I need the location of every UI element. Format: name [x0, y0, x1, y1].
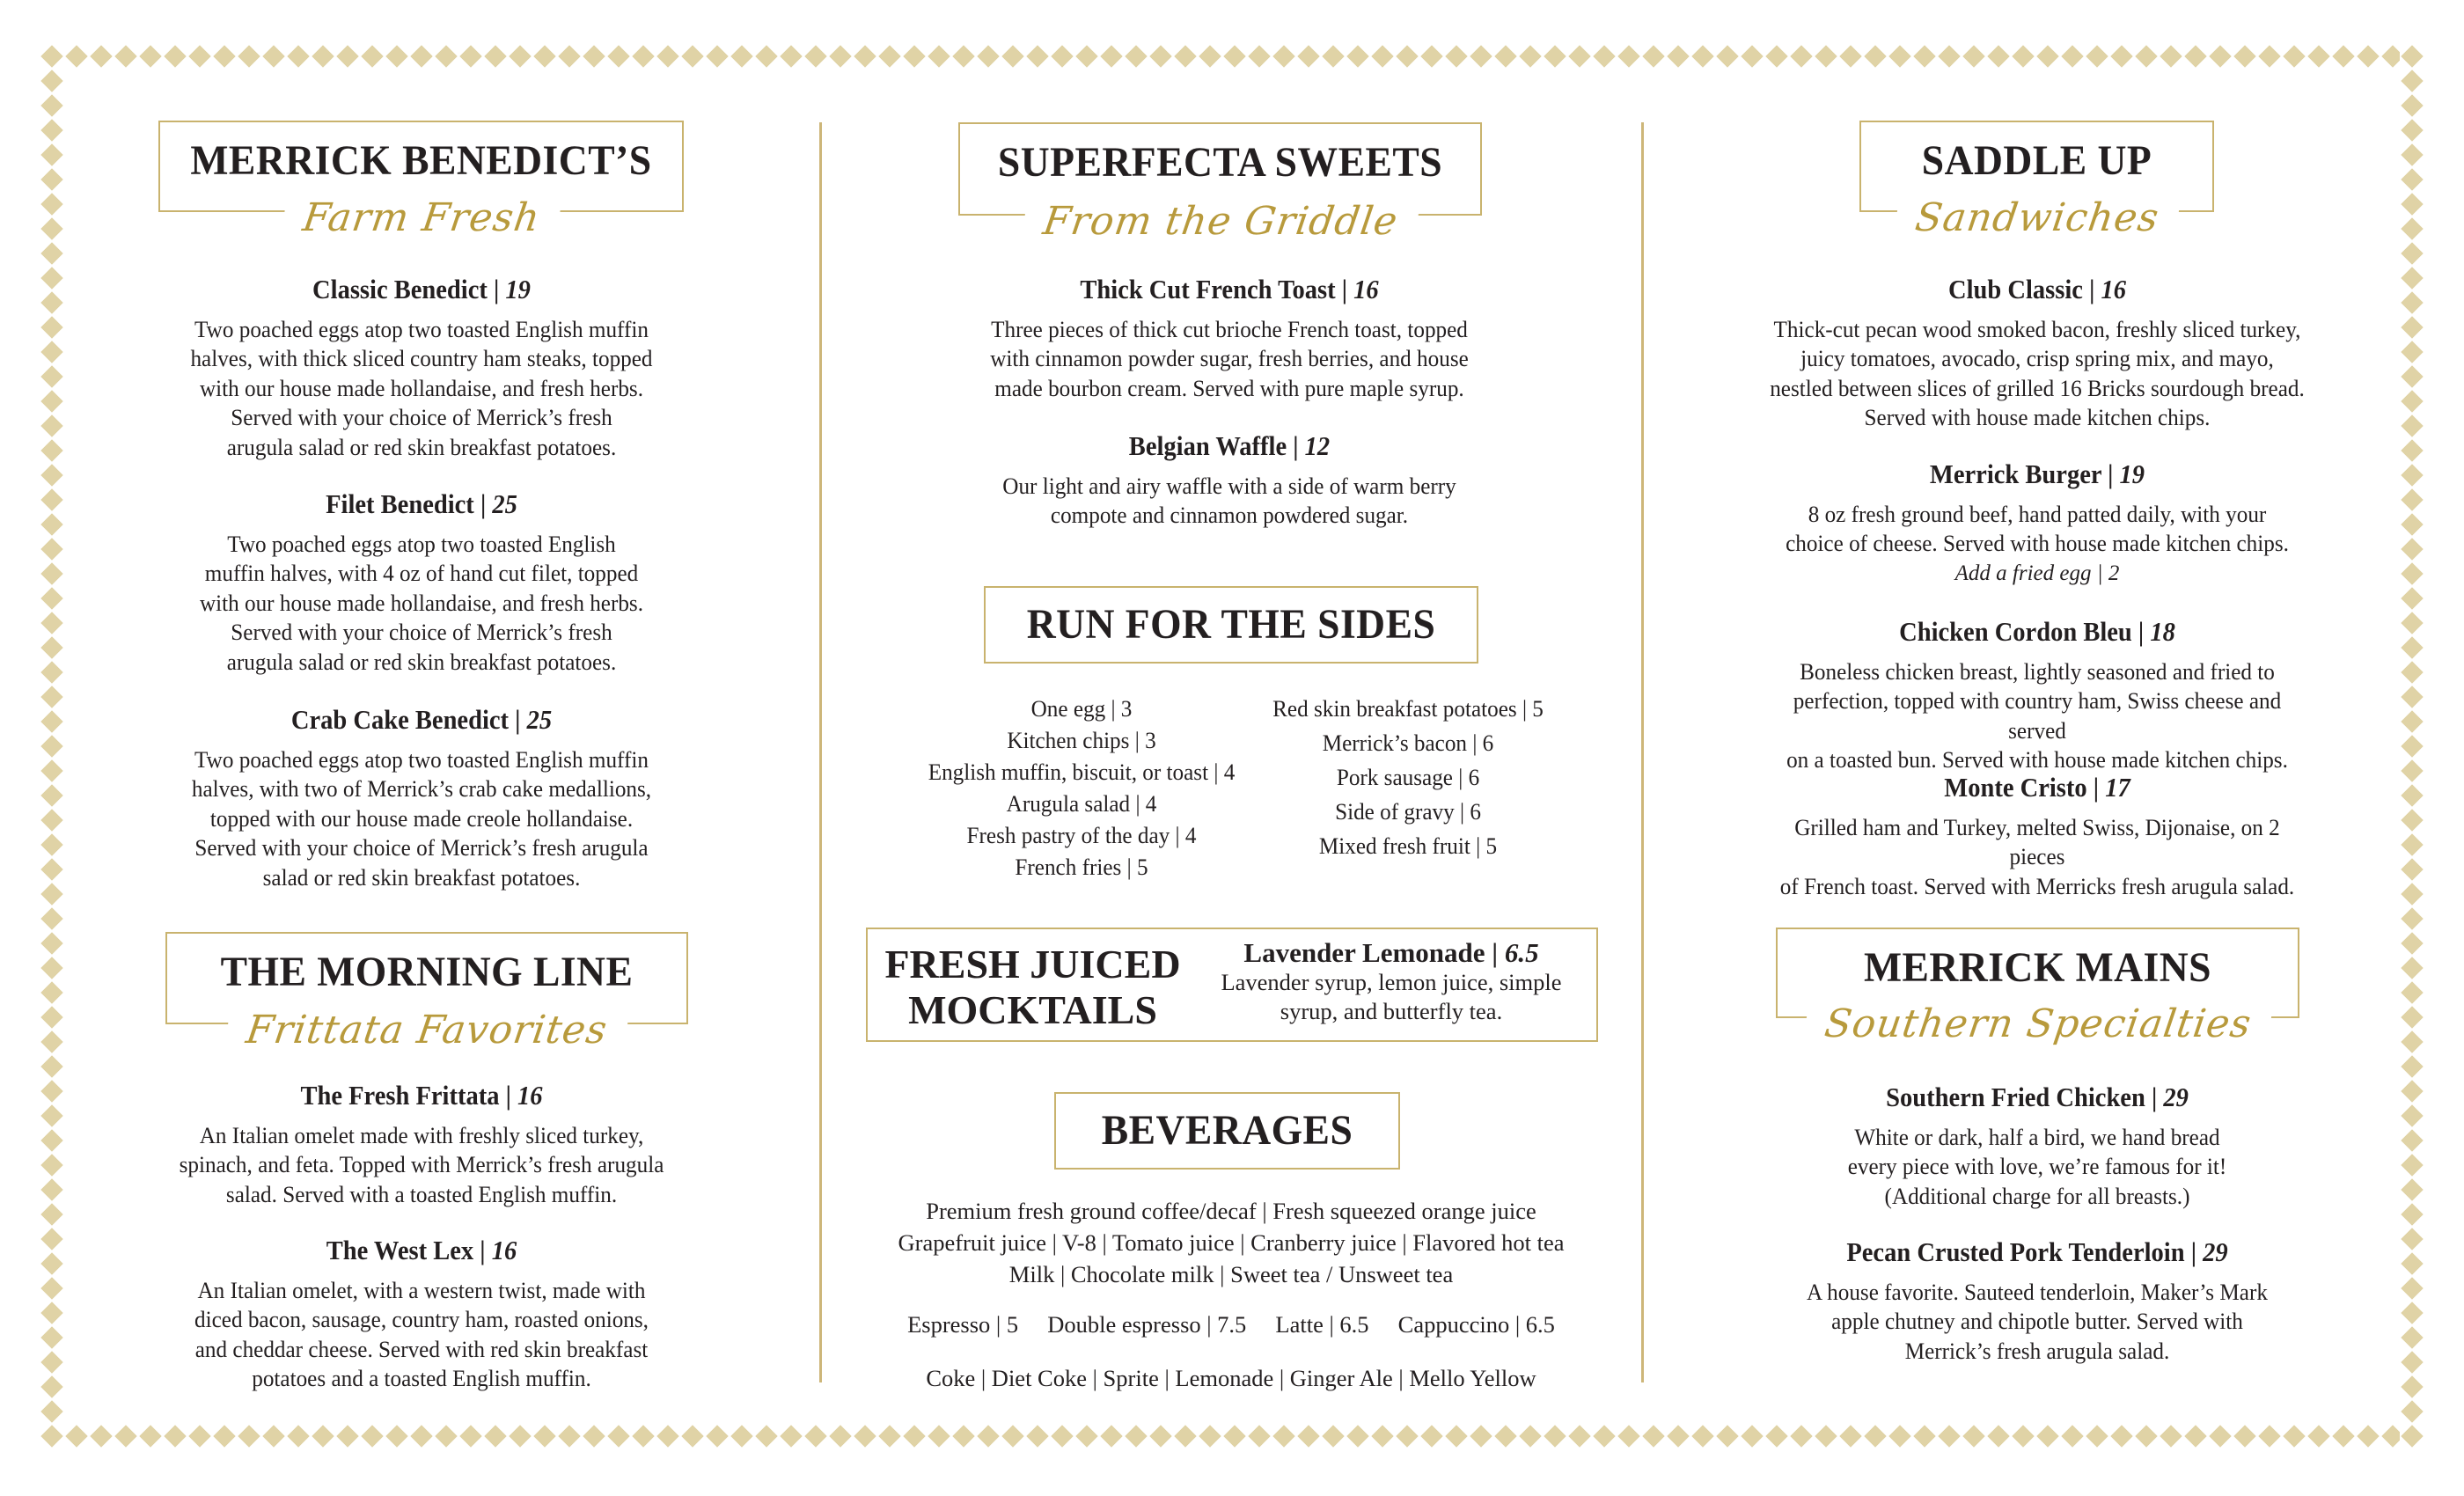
item-name: Monte Cristo	[1944, 772, 2087, 803]
menu-item: Club Classic | 16 Thick-cut pecan wood smoked bacon, freshly sliced turkey, juicy tomatoes, avocado, crisp spring mix, and mayo, nestled between slices of grilled 16 Bricks sourdough bread. Served with house made kitchen chips.	[1756, 275, 2319, 433]
border-bottom	[40, 1424, 2424, 1448]
menu-item: Crab Cake Benedict | 25 Two poached eggs atop two toasted English muffin halves, with two of Merrick’s crab cake medallions, topped with our house made creole hollandaise. Served with your choice of Merrick’s fresh arugula salad or red skin breakfast potatoes.	[140, 705, 703, 892]
border-right	[2400, 44, 2424, 1448]
menu-item: The Fresh Frittata | 16 An Italian omelet made with freshly sliced turkey, spinach, and feta. Topped with Merrick’s fresh arugula salad. Served with a toasted English muffin.	[140, 1081, 703, 1209]
section-subtitle: Frittata Favorites	[224, 1008, 630, 1052]
item-price: 16	[491, 1235, 517, 1265]
menu-item: Merrick Burger | 19 8 oz fresh ground beef, hand patted daily, with your choice of cheese. Served with house made kitchen chips. Add a fried egg | 2	[1756, 459, 2319, 588]
column-divider	[1641, 122, 1644, 1382]
item-price: 12	[1304, 430, 1331, 461]
side-item: French fries | 5	[1015, 854, 1148, 880]
item-price: 29	[2163, 1082, 2189, 1112]
side-item: Fresh pastry of the day | 4	[966, 822, 1197, 848]
beverage-list	[820, 1195, 1642, 1290]
item-price: 25	[492, 488, 517, 519]
item-name: Merrick Burger	[1929, 458, 2102, 489]
border-left	[40, 44, 64, 1448]
menu-item: Belgian Waffle | 12 Our light and airy waffle with a side of warm berry compote and cinnamon powdered sugar.	[948, 431, 1511, 531]
side-item: Red skin breakfast potatoes | 5	[1272, 695, 1544, 722]
section-subtitle: Sandwiches	[1893, 195, 2181, 240]
menu-item: Monte Cristo | 17 Grilled ham and Turkey, melted Swiss, Dijonaise, on 2 pieces of French toast. Served with Merricks fresh arugula salad.	[1756, 773, 2319, 901]
item-name: The West Lex	[326, 1235, 474, 1265]
item-description: An Italian omelet, with a western twist, made with diced bacon, sausage, country ham, roasted onions, and cheddar cheese. Served with red skin breakfast potatoes and a toasted English muffin.	[194, 1277, 649, 1392]
item-price: 16	[2101, 274, 2126, 304]
section-header-sweets	[958, 122, 1482, 244]
beverage-line: Milk | Chocolate milk | Sweet tea / Unsweet tea	[1008, 1261, 1454, 1287]
section-subtitle: From the Griddle	[1021, 199, 1420, 244]
item-price: 16	[517, 1080, 543, 1111]
side-item: Kitchen chips | 3	[1007, 727, 1156, 753]
item-price: 16	[1353, 274, 1379, 304]
item-name: Belgian Waffle	[1128, 430, 1287, 461]
section-mocktails	[866, 928, 1598, 1042]
item-price: 19	[2119, 458, 2145, 489]
item-name: Pecan Crusted Pork Tenderloin	[1846, 1236, 2185, 1267]
title-line: MOCKTAILS	[908, 987, 1157, 1032]
side-item: Merrick’s bacon | 6	[1322, 730, 1494, 756]
item-name: Thick Cut French Toast	[1080, 274, 1336, 304]
menu-item: Filet Benedict | 25 Two poached eggs atop two toasted English muffin halves, with 4 oz of hand cut filet, topped with our house made hollandaise, and fresh herbs. Served with your choice of Merrick’s fresh arugula salad or red skin breakfast potatoes.	[140, 489, 703, 677]
item-name: Lavender Lemonade	[1243, 937, 1485, 968]
section-subtitle: Farm Fresh	[280, 195, 561, 240]
item-description: Lavender syrup, lemon juice, simple syrup, and butterfly tea.	[1221, 969, 1562, 1024]
item-name: Filet Benedict	[326, 488, 474, 519]
section-title: MERRICK MAINS	[1863, 944, 2212, 991]
item-description: Boneless chicken breast, lightly seasoned and fried to perfection, topped with country ham, Swiss cheese and served on a toasted bun. Served with house made kitchen chips.	[1786, 658, 2288, 774]
item-description: Two poached eggs atop two toasted English muffin halves, with 4 oz of hand cut filet, topped with our house made hollandaise, and fresh herbs. Served with your choice of Merrick’s fresh arugula salad or red skin breakfast potatoes.	[199, 531, 644, 675]
column-divider	[819, 122, 822, 1382]
item-price: 25	[526, 704, 553, 735]
item-price: 17	[2105, 772, 2130, 803]
section-title: THE MORNING LINE	[220, 949, 634, 995]
item-description: 8 oz fresh ground beef, hand patted daily, with your choice of cheese. Served with house made kitchen chips.	[1786, 501, 2289, 557]
menu-item: Pecan Crusted Pork Tenderloin | 29 A house favorite. Sauteed tenderloin, Maker’s Mark apple chutney and chipotle butter. Served with Merrick’s fresh arugula salad.	[1756, 1237, 2319, 1366]
item-name: The Fresh Frittata	[300, 1080, 500, 1111]
item-price: 18	[2150, 616, 2175, 647]
section-title: SADDLE UP	[1921, 137, 2152, 184]
section-header-benedicts	[158, 121, 684, 240]
item-description: Three pieces of thick cut brioche French toast, topped with cinnamon powder sugar, fresh berries, and house made bourbon cream. Served with pure maple syrup.	[990, 316, 1469, 401]
item-name: Classic Benedict	[312, 274, 488, 304]
item-price: 19	[505, 274, 531, 304]
item-name: Crab Cake Benedict	[290, 704, 510, 735]
beverage-line: Grapefruit juice | V-8 | Tomato juice | Cranberry juice | Flavored hot tea	[898, 1229, 1565, 1256]
item-description: Thick-cut pecan wood smoked bacon, freshly sliced turkey, juicy tomatoes, avocado, crisp spring mix, and mayo, nestled between slices of grilled 16 Bricks sourdough bread. Served with house made kitchen chips.	[1770, 316, 2305, 431]
side-item: Side of gravy | 6	[1335, 798, 1481, 825]
menu-item: Southern Fried Chicken | 29 White or dark, half a bird, we hand bread every piece with love, we’re famous for it! (Additional charge for all breasts.)	[1756, 1082, 2319, 1211]
soda-line: Coke | Diet Coke | Sprite | Lemonade | Ginger Ale | Mello Yellow	[926, 1365, 1536, 1391]
item-name: Club Classic	[1948, 274, 2083, 304]
section-subtitle: Southern Specialties	[1802, 1001, 2273, 1046]
item-description: Grilled ham and Turkey, melted Swiss, Dijonaise, on 2 pieces of French toast. Served with Merricks fresh arugula salad.	[1779, 814, 2295, 899]
section-title: MERRICK BENEDICT’S	[190, 137, 652, 184]
section-title: BEVERAGES	[1101, 1107, 1353, 1154]
section-header-saddle-up	[1859, 121, 2214, 240]
sides-list-right	[1232, 692, 1584, 863]
side-item: One egg | 3	[1030, 695, 1133, 722]
item-description: Our light and airy waffle with a side of warm berry compote and cinnamon powdered sugar.	[1002, 473, 1456, 529]
item-description: A house favorite. Sauteed tenderloin, Maker’s Mark apple chutney and chipotle butter. Served with Merrick’s fresh arugula salad.	[1807, 1279, 2268, 1364]
section-title: SUPERFECTA SWEETS	[997, 139, 1443, 186]
section-header-sides	[984, 586, 1478, 664]
section-title	[876, 942, 1189, 1033]
side-item: Arugula salad | 4	[1006, 790, 1157, 817]
menu-item: The West Lex | 16 An Italian omelet, with a western twist, made with diced bacon, sausage, country ham, roasted onions, and cheddar cheese. Served with red skin breakfast potatoes and a toasted English muffin.	[140, 1236, 703, 1394]
item-description: White or dark, half a bird, we hand bread every piece with love, we’re famous for it! (Additional charge for all breasts.)	[1847, 1124, 2227, 1209]
section-header-mains	[1776, 928, 2299, 1046]
section-header-beverages	[1054, 1092, 1400, 1170]
item-price: 29	[2203, 1236, 2228, 1267]
border-top	[40, 44, 2424, 69]
espresso-line: Espresso | 5 Double espresso | 7.5 Latte | 6.5 Cappuccino | 6.5	[907, 1311, 1555, 1338]
beverage-line: Premium fresh ground coffee/decaf | Fresh squeezed orange juice	[926, 1198, 1536, 1224]
sides-list-left	[888, 693, 1275, 883]
item-name: Chicken Cordon Bleu	[1899, 616, 2132, 647]
menu-item: Chicken Cordon Bleu | 18 Boneless chicken breast, lightly seasoned and fried to perfection, topped with country ham, Swiss cheese and served on a toasted bun. Served with house made kitchen chips.	[1756, 617, 2319, 775]
item-addon: Add a fried egg | 2	[1954, 561, 2120, 585]
section-header-morning-line	[165, 932, 688, 1052]
item-description: Two poached eggs atop two toasted English muffin halves, with two of Merrick’s crab cake medallions, topped with our house made creole hollandaise. Served with your choice of Merrick’s fresh arugula salad or red skin breakfast potatoes.	[191, 746, 652, 891]
menu-item: Classic Benedict | 19 Two poached eggs atop two toasted English muffin halves, with thick sliced country ham steaks, topped with our house made hollandaise, and fresh herbs. Served with your choice of Merrick’s fresh arugula salad or red skin breakfast potatoes.	[140, 275, 703, 462]
item-description: Two poached eggs atop two toasted English muffin halves, with thick sliced country ham steaks, topped with our house made hollandaise, and fresh herbs. Served with your choice of Merrick’s fresh arugula salad or red skin breakfast potatoes.	[190, 316, 653, 460]
section-title: RUN FOR THE SIDES	[1026, 601, 1436, 648]
item-description: An Italian omelet made with freshly sliced turkey, spinach, and feta. Topped with Merrick’s fresh arugula salad. Served with a toasted English muffin.	[179, 1122, 664, 1207]
side-item: Pork sausage | 6	[1336, 764, 1480, 790]
side-item: English muffin, biscuit, or toast | 4	[928, 759, 1236, 785]
item-price: 6.5	[1504, 937, 1539, 968]
title-line: FRESH JUICED	[884, 942, 1181, 986]
menu-item: Lavender Lemonade | 6.5 Lavender syrup, lemon juice, simple syrup, and butterfly tea.	[1206, 938, 1576, 1026]
item-name: Southern Fried Chicken	[1886, 1082, 2145, 1112]
menu-item: Thick Cut French Toast | 16 Three pieces of thick cut brioche French toast, topped with cinnamon powder sugar, fresh berries, and house made bourbon cream. Served with pure maple syrup.	[948, 275, 1511, 403]
side-item: Mixed fresh fruit | 5	[1318, 832, 1498, 859]
